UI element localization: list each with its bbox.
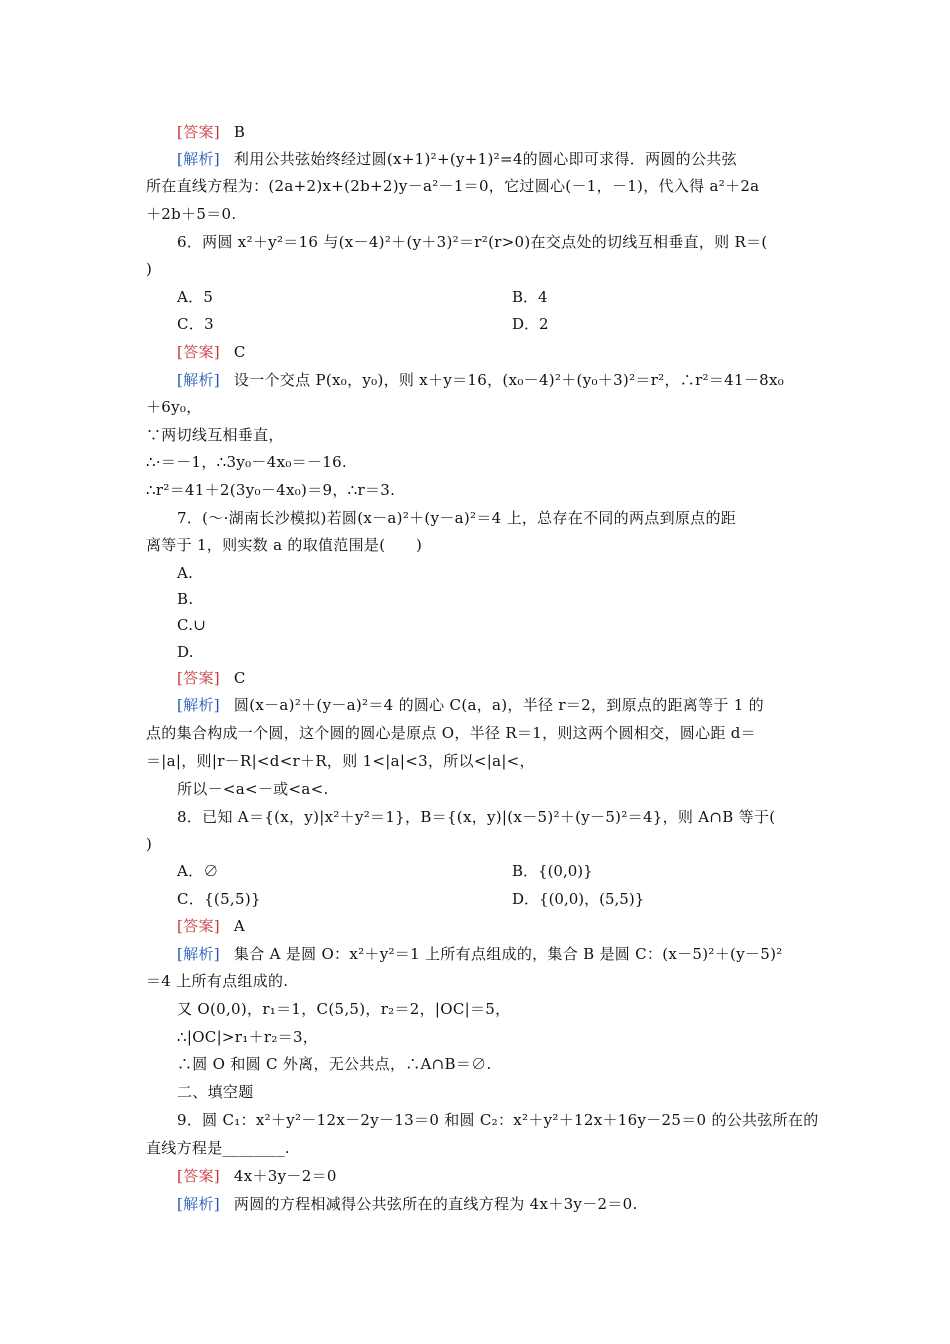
q5-analysis-1: 利用公共弦始终经过圆(x+1)²+(y+1)²=4的圆心即可求得．两圆的公共弦 (233, 150, 737, 168)
analysis-tag: [解析] (177, 945, 220, 963)
q8-option-a: A．∅ (177, 862, 219, 880)
answer-tag: [答案] (177, 123, 220, 141)
q6-analysis-line-4: ∴·＝－1，∴3y₀－4x₀＝－16. (146, 453, 348, 471)
q9-stem-2: 直线方程是________. (146, 1139, 290, 1157)
q8-stem-2: ) (146, 835, 153, 853)
analysis-tag: [解析] (177, 1195, 220, 1213)
answer-tag: [答案] (177, 1167, 220, 1185)
q7-option-d: D. (177, 643, 194, 661)
q8-analysis-line-5: ∴圆 O 和圆 C 外离，无公共点，∴A∩B＝∅. (177, 1055, 492, 1073)
q7-option-a: A. (177, 564, 194, 582)
q7-answer: C (233, 669, 246, 687)
q6-answer-line (177, 341, 246, 363)
q8-answer-line (177, 915, 245, 937)
q7-analysis-line-3: ＝|a|，则|r－R|<d<r＋R，则 1<|a|<3，所以<|a|<， (146, 752, 535, 770)
q8-answer: A (233, 917, 246, 935)
q8-stem-1: 8．已知 A＝{(x，y)|x²＋y²＝1}，B＝{(x，y)|(x－5)²＋(y－5)²＝4}，则 A∩B 等于( (177, 808, 776, 826)
answer-tag: [答案] (177, 669, 220, 687)
q8-option-b: B．{(0,0)} (512, 862, 593, 880)
answer-tag: [答案] (177, 343, 220, 361)
q9-analysis-line-1 (177, 1193, 638, 1215)
q7-analysis-line-4: 所以－<a<－或<a<. (177, 780, 329, 798)
q6-stem-2: ) (146, 260, 153, 278)
q7-analysis-line-1 (177, 694, 764, 716)
q8-analysis-line-3: 又 O(0,0)，r₁＝1，C(5,5)，r₂＝2，|OC|＝5， (177, 1000, 511, 1018)
q7-stem-2: 离等于 1，则实数 a 的取值范围是( ) (146, 536, 423, 554)
analysis-tag: [解析] (177, 371, 220, 389)
q6-option-a: A．5 (177, 288, 214, 306)
q6-stem-1: 6．两圆 x²＋y²＝16 与(x－4)²＋(y＋3)²＝r²(r>0)在交点处的切线互相垂直，则 R＝( (177, 233, 768, 251)
q9-answer: 4x＋3y－2＝0 (233, 1167, 337, 1185)
q6-option-b: B．4 (512, 288, 548, 306)
q7-analysis-line-2: 点的集合构成一个圆，这个圆的圆心是原点 O，半径 R＝1，则这两个圆相交，圆心距 d＝ (146, 724, 756, 742)
q6-analysis-line-3: ∵两切线互相垂直， (146, 426, 284, 444)
q7-option-b: B. (177, 590, 194, 608)
q5-answer-line (177, 121, 245, 143)
section-heading: 二、填空题 (177, 1083, 254, 1101)
q6-answer: C (233, 343, 246, 361)
q8-analysis-line-2: ＝4 上所有点组成的. (146, 972, 289, 990)
q8-analysis-line-4: ∴|OC|>r₁＋r₂＝3， (177, 1028, 319, 1046)
q7-analysis-1: 圆(x－a)²＋(y－a)²＝4 的圆心 C(a，a)，半径 r＝2，到原点的距离等于 1 的 (233, 696, 764, 714)
analysis-tag: [解析] (177, 150, 220, 168)
analysis-tag: [解析] (177, 696, 220, 714)
q6-option-d: D．2 (512, 315, 549, 333)
q5-analysis-line-1 (177, 148, 737, 170)
q5-analysis-line-3: ＋2b＋5＝0. (146, 205, 237, 223)
q8-analysis-line-1 (177, 943, 783, 965)
q6-analysis-line-2: ＋6y₀， (146, 398, 202, 416)
q5-analysis-line-2: 所在直线方程为：(2a+2)x+(2b+2)y－a²－1＝0，它过圆心(－1，－1)，代入得 a²＋2a (146, 177, 760, 195)
q7-answer-line (177, 667, 246, 689)
q6-analysis-line-1 (177, 369, 784, 391)
q8-analysis-1: 集合 A 是圆 O：x²＋y²＝1 上所有点组成的，集合 B 是圆 C：(x－5)²＋(y－5)² (233, 945, 783, 963)
q5-answer: B (233, 123, 246, 141)
q7-option-c: C.∪ (177, 616, 207, 634)
q9-analysis-1: 两圆的方程相减得公共弦所在的直线方程为 4x＋3y－2＝0. (233, 1195, 638, 1213)
q7-stem-1: 7．(～·湖南长沙模拟)若圆(x－a)²＋(y－a)²＝4 上，总存在不同的两点到原点的距 (177, 509, 737, 527)
q9-stem-1: 9．圆 C₁：x²＋y²－12x－2y－13＝0 和圆 C₂：x²＋y²＋12x＋16y－25＝0 的公共弦所在的 (177, 1111, 819, 1129)
q8-option-c: C．{(5,5)} (177, 890, 261, 908)
q6-analysis-line-5: ∴r²＝41＋2(3y₀－4x₀)＝9，∴r＝3. (146, 481, 396, 499)
q6-analysis-1: 设一个交点 P(x₀，y₀)，则 x＋y＝16，(x₀－4)²＋(y₀＋3)²＝r²，∴r²＝41－8x₀ (233, 371, 785, 389)
q6-option-c: C．3 (177, 315, 214, 333)
q9-answer-line (177, 1165, 337, 1187)
answer-tag: [答案] (177, 917, 220, 935)
q8-option-d: D．{(0,0)，(5,5)} (512, 890, 645, 908)
